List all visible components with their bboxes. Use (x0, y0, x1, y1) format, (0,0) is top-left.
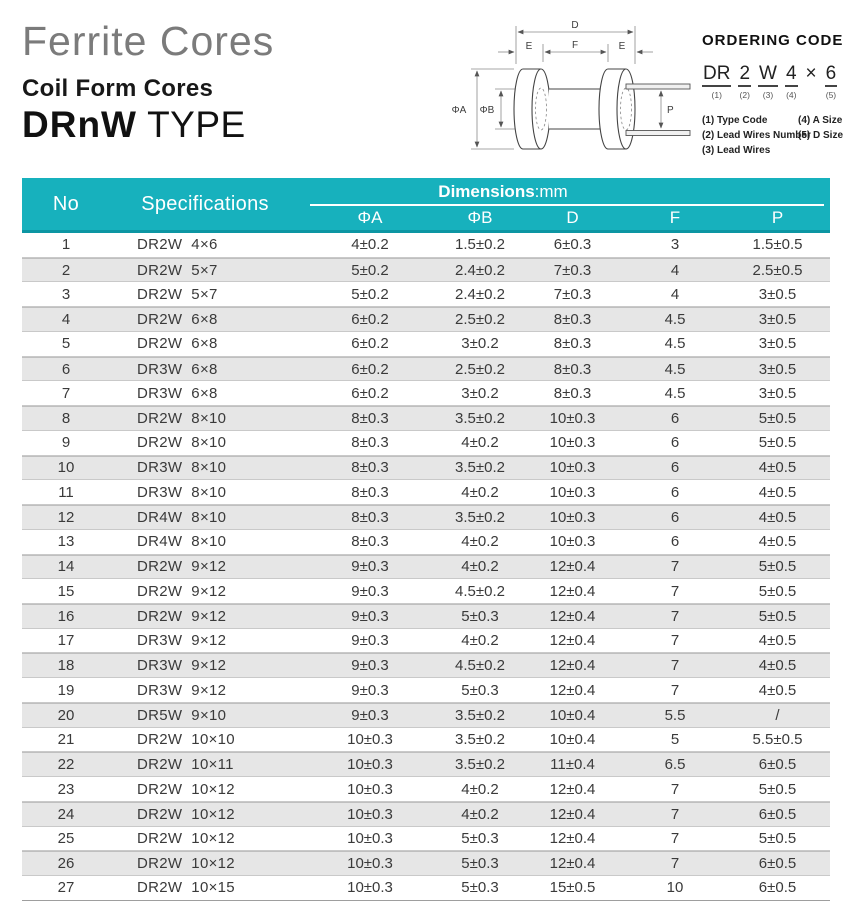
table-row (22, 728, 830, 753)
cell-f: 6 (670, 508, 680, 526)
cell-d: 11±0.4 (550, 756, 595, 774)
cell-d: 12±0.4 (549, 855, 596, 873)
cell-d: 10±0.3 (549, 410, 596, 427)
cell-spec: DR2W 5×7 (137, 285, 218, 303)
cell-f: 6 (670, 410, 680, 427)
ordering-code-title: ORDERING CODE (702, 32, 844, 49)
column-header-no: No (52, 192, 80, 215)
table-row (22, 530, 830, 555)
cell-d: 8±0.3 (553, 335, 592, 353)
cell-p: 4±0.5 (758, 681, 797, 699)
cell-phi-a: 6±0.2 (351, 360, 389, 378)
cell-phi-a: 10±0.3 (347, 805, 393, 823)
legend-item: (5) D Size (798, 130, 844, 141)
cell-no: 15 (57, 582, 75, 600)
cell-p: 6±0.5 (758, 855, 797, 873)
cell-no: 4 (61, 311, 71, 329)
ordering-code (702, 63, 848, 100)
dimension-subcolumns (300, 206, 830, 230)
cell-phi-b: 3.5±0.2 (455, 410, 505, 427)
cell-phi-b: 2.4±0.2 (455, 285, 505, 303)
cell-d: 15±0.5 (549, 879, 596, 897)
table-row (22, 777, 830, 802)
table-header (22, 178, 830, 233)
code-position-number: (4) (786, 90, 797, 100)
table-row (22, 802, 830, 827)
code-position-number: (3) (762, 90, 774, 100)
cell-phi-a: 9±0.3 (351, 657, 389, 675)
cell-p: 5±0.5 (758, 558, 797, 576)
label-e-left: E (525, 41, 533, 52)
page-title: Ferrite Cores (22, 18, 275, 64)
cell-spec: DR2W 10×10 (137, 731, 235, 749)
cell-no: 12 (57, 508, 75, 526)
cell-d: 8±0.3 (553, 360, 592, 378)
cell-spec: DR2W 10×12 (137, 829, 235, 847)
table-row (22, 827, 830, 852)
cell-spec: DR3W 9×12 (137, 681, 227, 699)
column-header-phi-a: ΦA (357, 208, 383, 227)
cell-phi-a: 6±0.2 (351, 384, 389, 402)
cell-no: 3 (61, 285, 71, 303)
cell-phi-b: 5±0.3 (461, 879, 499, 897)
cell-d: 8±0.3 (553, 384, 592, 402)
cell-f: 6 (670, 434, 680, 452)
cell-p: 5±0.5 (758, 582, 797, 600)
cell-no: 19 (57, 681, 75, 699)
cell-f: 7 (670, 780, 680, 798)
code-character: 2 (738, 63, 751, 87)
cell-p: 4±0.5 (758, 657, 797, 675)
cell-phi-a: 10±0.3 (347, 780, 393, 798)
table-row (22, 480, 830, 505)
cell-d: 12±0.4 (549, 829, 596, 847)
cell-d: 10±0.4 (549, 731, 596, 749)
ordering-code-segment (785, 63, 798, 100)
table-row (22, 703, 830, 728)
table-row (22, 505, 830, 530)
cell-spec: DR2W 10×12 (137, 855, 235, 873)
cell-phi-a: 10±0.3 (347, 879, 393, 897)
code-character: DR (702, 63, 731, 87)
cell-f: 6 (670, 533, 680, 551)
cell-phi-a: 9±0.3 (351, 681, 389, 699)
cell-d: 10±0.3 (549, 533, 596, 551)
ordering-code-segment (825, 63, 838, 100)
cell-phi-a: 10±0.3 (347, 829, 393, 847)
cell-phi-a: 9±0.3 (351, 632, 389, 650)
cell-d: 7±0.3 (553, 261, 592, 279)
cell-phi-a: 9±0.3 (351, 582, 389, 600)
column-header-d: D (566, 208, 579, 227)
cell-spec: DR5W 9×10 (137, 706, 227, 724)
cell-p: 5±0.5 (758, 607, 797, 625)
code-character: 4 (785, 63, 798, 87)
cell-f: 4.5 (664, 335, 686, 353)
cell-d: 12±0.4 (549, 681, 596, 699)
cell-phi-b: 4±0.2 (461, 780, 499, 798)
cell-phi-b: 2.5±0.2 (455, 311, 505, 329)
ordering-code-panel (702, 32, 848, 158)
cell-no: 25 (57, 829, 75, 847)
cell-spec: DR4W 8×10 (137, 533, 227, 551)
cell-no: 20 (57, 706, 75, 724)
cell-f: 10 (666, 879, 684, 897)
table-row (22, 653, 830, 678)
cell-phi-a: 5±0.2 (351, 285, 389, 303)
dimensions-label: Dimensions (438, 182, 535, 201)
dimensions-unit: :mm (534, 182, 568, 201)
table-row (22, 233, 830, 258)
label-phi-b: ΦB (479, 105, 495, 116)
cell-spec: DR2W 8×10 (137, 434, 227, 452)
label-phi-a: ΦA (451, 105, 467, 116)
cell-spec: DR2W 9×12 (137, 558, 227, 576)
legend-item: (1) Type Code (702, 115, 768, 126)
cell-phi-b: 3±0.2 (461, 335, 499, 353)
coil-form-drawing (443, 14, 701, 170)
cell-phi-b: 5±0.3 (461, 681, 499, 699)
cell-f: 6 (670, 483, 680, 501)
cell-p: 5±0.5 (758, 829, 797, 847)
cell-p: 6±0.5 (758, 805, 797, 823)
cell-spec: DR2W 9×12 (137, 607, 227, 625)
cell-phi-b: 4±0.2 (461, 558, 499, 576)
cell-p: 5.5±0.5 (752, 731, 803, 749)
cell-phi-a: 8±0.3 (351, 483, 389, 501)
cell-d: 8±0.3 (553, 311, 592, 329)
cell-phi-a: 5±0.2 (351, 261, 389, 279)
cell-f: 7 (670, 607, 680, 625)
table-row (22, 876, 830, 901)
cell-no: 18 (57, 657, 75, 675)
cell-f: 5.5 (664, 706, 686, 724)
dimensions-table (22, 178, 830, 901)
column-header-phi-b: ΦB (467, 208, 493, 227)
cell-spec: DR2W 9×12 (137, 582, 227, 600)
cell-p: 3±0.5 (758, 360, 797, 378)
cell-p: 4±0.5 (758, 483, 797, 501)
table-row (22, 851, 830, 876)
cell-phi-b: 4±0.2 (461, 483, 499, 501)
table-row (22, 332, 830, 357)
column-header-specifications: Specifications (141, 192, 269, 215)
coil-body (514, 69, 690, 149)
cell-phi-a: 9±0.3 (351, 706, 389, 724)
table-row (22, 555, 830, 580)
cell-p: 5±0.5 (758, 780, 797, 798)
cell-phi-b: 3.5±0.2 (455, 731, 505, 749)
cell-spec: DR4W 8×10 (137, 508, 227, 526)
code-character: 6 (825, 63, 838, 87)
type-code: DRnW (22, 104, 137, 146)
cell-no: 1 (61, 236, 71, 254)
cell-no: 6 (61, 360, 71, 378)
legend-right-column (798, 113, 843, 158)
cell-no: 5 (61, 335, 71, 353)
cell-f: 6.5 (664, 756, 686, 774)
column-header-p: P (771, 208, 784, 227)
cell-spec: DR2W 4×6 (137, 236, 218, 254)
cell-no: 17 (57, 632, 75, 650)
table-row (22, 406, 830, 431)
lead-wires (626, 84, 690, 136)
cell-p: 5±0.5 (758, 434, 797, 452)
table-row (22, 456, 830, 481)
cell-no: 13 (57, 533, 75, 551)
legend-item: (2) Lead Wires Number (702, 130, 811, 141)
label-f: F (571, 40, 579, 51)
cell-spec: DR2W 6×8 (137, 335, 218, 353)
page-subtitle: Coil Form Cores (22, 75, 214, 103)
cell-spec: DR3W 9×12 (137, 657, 227, 675)
cell-f: 3 (670, 236, 680, 254)
code-character: W (758, 63, 778, 87)
cell-f: 4.5 (664, 360, 686, 378)
cell-phi-b: 4±0.2 (461, 632, 499, 650)
cell-d: 10±0.3 (549, 434, 596, 452)
cell-p: 2.5±0.5 (752, 261, 803, 279)
cell-spec: DR3W 8×10 (137, 483, 227, 501)
cell-d: 6±0.3 (553, 236, 592, 254)
dimensions-group-title (238, 178, 768, 204)
code-position-number: (1) (711, 90, 722, 100)
cell-f: 4 (670, 261, 680, 279)
cell-d: 12±0.4 (549, 805, 596, 823)
cell-d: 12±0.4 (549, 558, 596, 576)
cell-phi-b: 4.5±0.2 (455, 582, 505, 600)
cell-f: 7 (670, 582, 680, 600)
cell-p: 6±0.5 (758, 879, 797, 897)
cell-no: 9 (61, 434, 71, 452)
cell-no: 14 (57, 558, 75, 576)
cell-phi-b: 4±0.2 (461, 805, 499, 823)
table-row (22, 752, 830, 777)
cell-spec: DR3W 9×12 (137, 632, 227, 650)
cell-spec: DR2W 10×12 (137, 805, 235, 823)
cell-phi-b: 3.5±0.2 (455, 706, 505, 724)
coil-form-diagram (443, 14, 701, 170)
cell-p: 5±0.5 (758, 410, 797, 427)
cell-no: 16 (57, 607, 75, 625)
column-header-f: F (669, 208, 681, 227)
cell-f: 5 (670, 731, 680, 749)
cell-phi-b: 1.5±0.2 (455, 236, 505, 254)
cell-f: 7 (670, 855, 680, 873)
cell-phi-b: 3.5±0.2 (455, 459, 505, 477)
table-row (22, 431, 830, 456)
cell-p: / (775, 706, 780, 724)
cell-spec: DR2W 10×15 (137, 879, 235, 897)
cell-phi-b: 5±0.3 (461, 829, 499, 847)
cell-phi-a: 9±0.3 (351, 607, 389, 625)
cell-phi-a: 10±0.3 (347, 756, 393, 774)
cell-no: 2 (61, 261, 71, 279)
code-position-number: (2) (739, 90, 750, 100)
legend-item: (3) Lead Wires (702, 145, 771, 156)
cell-phi-a: 8±0.3 (351, 434, 389, 452)
ordering-code-legend (702, 113, 848, 158)
cell-p: 4±0.5 (758, 508, 797, 526)
legend-item: (4) A Size (798, 115, 843, 126)
cell-f: 4 (670, 285, 680, 303)
cell-phi-b: 4±0.2 (461, 434, 499, 452)
cell-no: 7 (61, 384, 71, 402)
cell-f: 7 (670, 657, 680, 675)
legend-left-column (702, 113, 811, 158)
cell-d: 12±0.4 (549, 632, 596, 650)
cell-phi-b: 5±0.3 (461, 607, 499, 625)
cell-d: 10±0.3 (549, 483, 596, 501)
ordering-code-segment (805, 63, 818, 88)
cell-phi-b: 3.5±0.2 (455, 508, 505, 526)
cell-d: 12±0.4 (549, 657, 596, 675)
type-suffix: TYPE (136, 104, 246, 146)
table-row (22, 307, 830, 332)
table-row (22, 579, 830, 604)
cell-f: 7 (670, 558, 680, 576)
code-position-number: (5) (825, 90, 837, 100)
code-character: × (805, 63, 817, 84)
cell-d: 7±0.3 (553, 285, 592, 303)
cell-p: 4±0.5 (758, 459, 797, 477)
cell-f: 6 (670, 459, 680, 477)
cell-no: 10 (57, 459, 75, 477)
cell-p: 3±0.5 (758, 285, 797, 303)
cell-p: 4±0.5 (758, 632, 797, 650)
cell-d: 12±0.4 (549, 582, 596, 600)
cell-d: 12±0.4 (549, 607, 596, 625)
cell-no: 23 (57, 780, 75, 798)
cell-phi-b: 4±0.2 (461, 533, 499, 551)
cell-d: 10±0.4 (549, 706, 596, 724)
cell-spec: DR2W 10×12 (137, 780, 235, 798)
cell-d: 12±0.4 (549, 780, 596, 798)
label-d: D (571, 20, 579, 31)
cell-no: 8 (61, 410, 71, 427)
table-row (22, 258, 830, 283)
cell-f: 4.5 (664, 311, 686, 329)
cell-phi-a: 8±0.3 (351, 533, 389, 551)
label-e-right: E (618, 41, 626, 52)
table-row (22, 678, 830, 703)
cell-phi-a: 8±0.3 (351, 459, 389, 477)
cell-f: 7 (670, 805, 680, 823)
cell-spec: DR2W 10×11 (137, 756, 234, 774)
table-row (22, 282, 830, 307)
cell-spec: DR3W 8×10 (137, 459, 227, 477)
cell-f: 7 (670, 829, 680, 847)
table-row (22, 629, 830, 654)
table-row (22, 381, 830, 406)
cell-no: 11 (58, 483, 74, 501)
cell-phi-a: 9±0.3 (351, 558, 389, 576)
table-body (22, 233, 830, 901)
ordering-code-segment (738, 63, 751, 100)
cell-f: 4.5 (664, 384, 686, 402)
cell-phi-b: 5±0.3 (461, 855, 499, 873)
table-row (22, 604, 830, 629)
cell-p: 3±0.5 (758, 311, 797, 329)
cell-p: 3±0.5 (758, 335, 797, 353)
cell-no: 24 (57, 805, 75, 823)
cell-phi-b: 2.4±0.2 (455, 261, 505, 279)
cell-p: 1.5±0.5 (752, 236, 803, 254)
cell-phi-a: 6±0.2 (351, 335, 389, 353)
cell-phi-a: 10±0.3 (347, 855, 393, 873)
cell-no: 21 (57, 731, 75, 749)
label-p: P (667, 105, 674, 116)
cell-phi-b: 3.5±0.2 (455, 756, 505, 774)
cell-no: 27 (57, 879, 75, 897)
cell-p: 6±0.5 (758, 756, 797, 774)
title-block (22, 20, 274, 146)
ordering-code-segment (702, 63, 731, 100)
cell-phi-a: 4±0.2 (351, 236, 389, 254)
cell-f: 7 (670, 681, 680, 699)
cell-spec: DR3W 6×8 (137, 360, 218, 378)
cell-p: 4±0.5 (758, 533, 797, 551)
cell-p: 3±0.5 (758, 384, 797, 402)
type-title (22, 104, 274, 146)
cell-phi-a: 8±0.3 (351, 410, 389, 427)
cell-f: 7 (670, 632, 680, 650)
dimensions-group-header (300, 178, 830, 230)
cell-d: 10±0.3 (549, 508, 596, 526)
cell-phi-b: 3±0.2 (461, 384, 499, 402)
cell-d: 10±0.3 (549, 459, 596, 477)
table-row (22, 357, 830, 382)
cell-phi-b: 4.5±0.2 (455, 657, 505, 675)
ordering-code-segment (758, 63, 778, 100)
cell-phi-a: 6±0.2 (351, 311, 389, 329)
cell-phi-a: 8±0.3 (351, 508, 389, 526)
cell-phi-b: 2.5±0.2 (455, 360, 505, 378)
cell-spec: DR2W 6×8 (137, 311, 218, 329)
cell-spec: DR3W 6×8 (137, 384, 218, 402)
cell-no: 22 (57, 756, 75, 774)
cell-spec: DR2W 5×7 (137, 261, 218, 279)
cell-phi-a: 10±0.3 (347, 731, 393, 749)
cell-no: 26 (57, 855, 75, 873)
cell-spec: DR2W 8×10 (137, 410, 227, 427)
